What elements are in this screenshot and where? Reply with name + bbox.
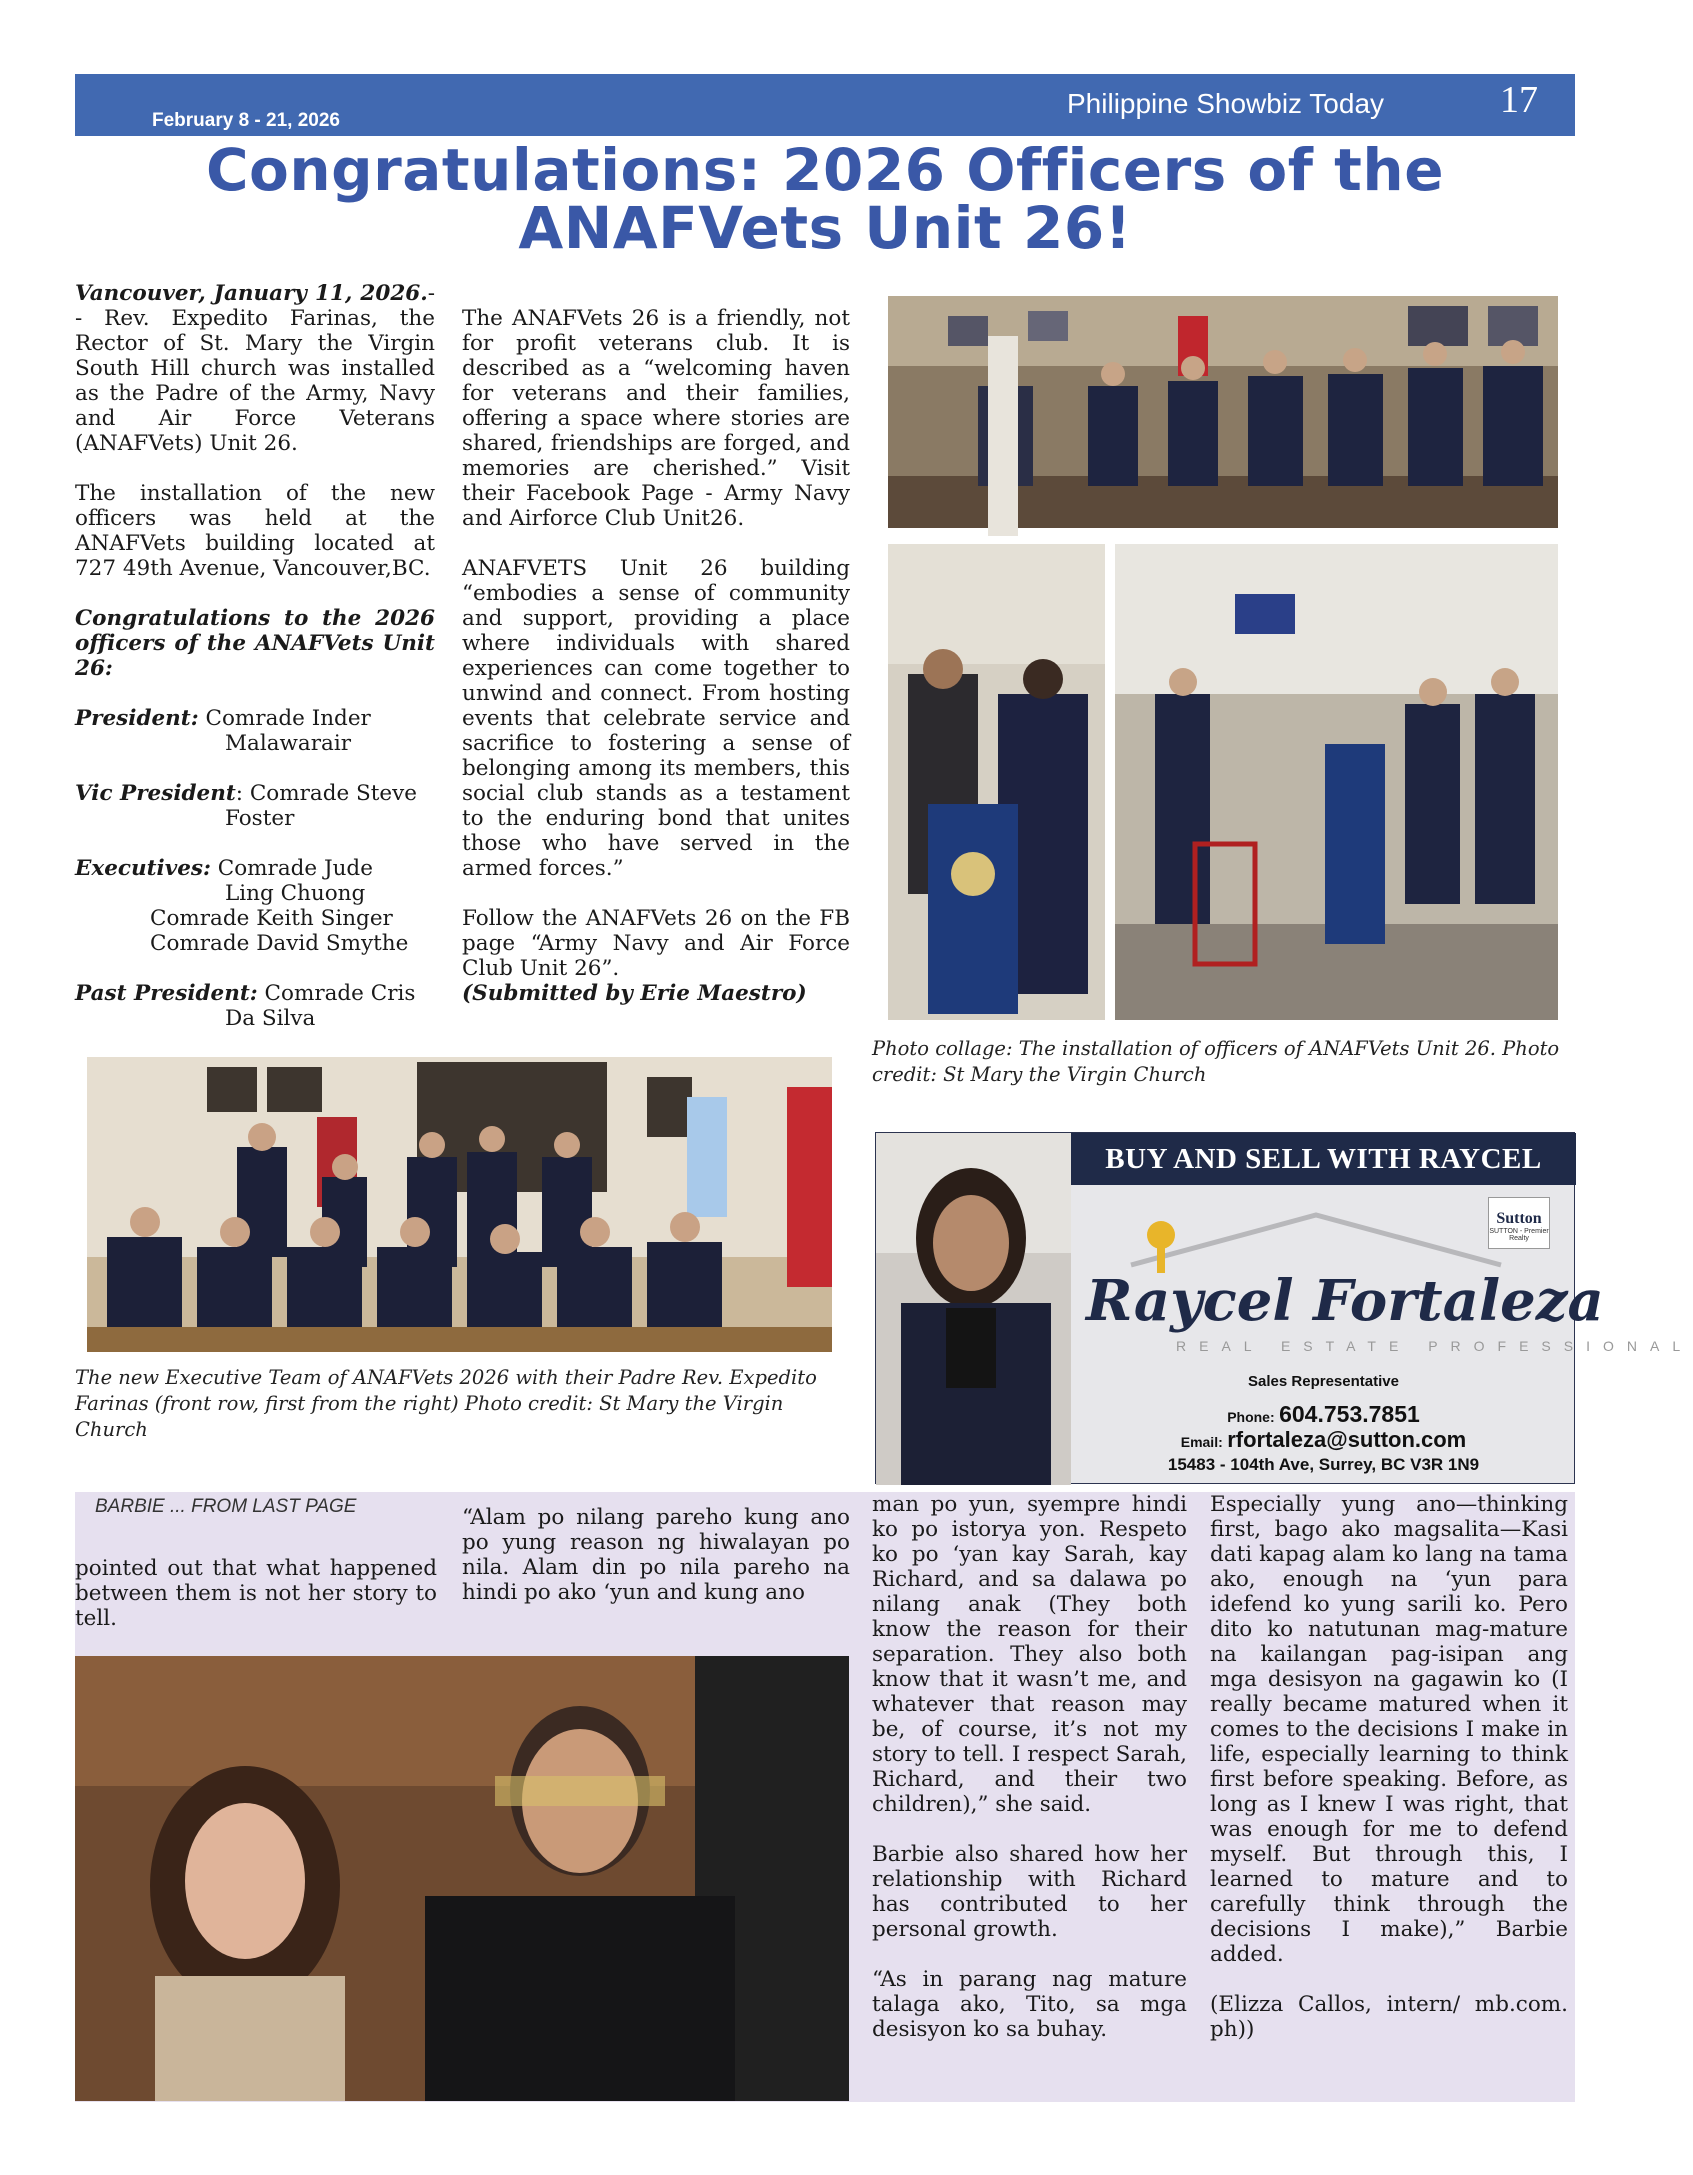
vp-name-1: : Comrade Steve [235, 781, 418, 806]
officer-president [75, 706, 435, 756]
building-description: ANAFVETS Unit 26 building “embodies a sense of community and support, providing a place where individuals with shared experiences can come together to unwind and connect. From hosting events that celebrate service and sacrifice to fostering a sense of belonging among its members, this social club stands as a testament to the enduring bond that unites those who have served in the armed forces.” [462, 556, 850, 881]
collage-photo-left [888, 544, 1105, 1020]
officer-executives [75, 856, 435, 956]
exec-name-1: Comrade Jude [217, 856, 373, 881]
page-number: 17 [1500, 79, 1538, 121]
house-key-icon [1121, 1205, 1511, 1275]
header-band [75, 74, 1575, 136]
realtor-tagline: REAL ESTATE PROFESSIONAL [1176, 1338, 1693, 1354]
brand-name: Sutton [1496, 1210, 1542, 1227]
realtor-role: Sales Representative [1248, 1373, 1399, 1390]
story-column-1 [75, 1556, 437, 1656]
group-caption: The new Executive Team of ANAFVets 2026 with their Padre Rev. Expedito Farinas (front row, first from the right) Photo credit: St Mary the Virgin Church [75, 1366, 817, 1441]
submitted-by: (Submitted by Erie Maestro) [462, 981, 807, 1006]
article-headline [75, 136, 1575, 262]
barbie-richard-photo [75, 1656, 849, 2101]
article-column-1 [75, 281, 435, 1031]
story-col1-text: pointed out that what happened between them is not her story to tell. [75, 1556, 437, 1631]
congrats-heading: Congratulations to the 2026 officers of the ANAFVets Unit 26: [75, 606, 435, 681]
past-president-name-2: Da Silva [225, 1006, 316, 1031]
vp-name-2: Foster [225, 806, 295, 831]
realtor-name: Raycel Fortaleza [1086, 1268, 1604, 1334]
story-column-3 [872, 1492, 1187, 2067]
continued-label: BARBIE ... FROM LAST PAGE [95, 1496, 357, 1517]
exec-name-3: Comrade Keith Singer [150, 906, 393, 931]
officer-vp [75, 781, 435, 831]
issue-date: February 8 - 21, 2026 [152, 110, 340, 131]
exec-name-4: Comrade David Smythe [150, 931, 409, 956]
collage-photo-right [1115, 544, 1558, 1020]
email-address: rfortaleza@sutton.com [1227, 1427, 1467, 1452]
vp-label: Vic President [75, 781, 236, 806]
realtor-photo [876, 1133, 1071, 1485]
dateline: Vancouver, January 11, 2026. [75, 281, 428, 306]
president-name-1: Comrade Inder [205, 706, 371, 731]
past-president-label: Past President: [75, 981, 258, 1006]
story-col3-p3: “As in parang nag mature talaga ako, Tito, sa mga desisyon ko sa buhay. [872, 1967, 1187, 2042]
headline-line-1: Congratulations: 2026 Officers of the [205, 136, 1445, 204]
officer-past-president [75, 981, 435, 1031]
realtor-email[interactable] [1076, 1427, 1571, 1453]
past-president-name-1: Comrade Cris [264, 981, 416, 1006]
follow-paragraph: Follow the ANAFVets 26 on the FB page “Army Navy and Air Force Club Unit 26”. [462, 906, 850, 981]
collage-photo-top [888, 296, 1558, 528]
brand-subtitle: SUTTON - Premier Realty [1489, 1228, 1549, 1242]
phone-label: Phone: [1227, 1409, 1275, 1425]
email-label: Email: [1180, 1434, 1223, 1450]
story-column-4 [1210, 1492, 1568, 2067]
realtor-phone[interactable] [1076, 1401, 1571, 1428]
story-col2-text: “Alam po nilang pareho kung ano po yung reason ng hiwalayan po nila. Alam din po nila pareho na hindi po ako ‘yun and kung ano [462, 1505, 850, 1605]
group-photo [87, 1057, 832, 1352]
venue-paragraph: The installation of the new officers was held at the ANAFVets building located at 727 49th Avenue, Vancouver,BC. [75, 481, 435, 581]
phone-number: 604.753.7851 [1279, 1401, 1420, 1427]
collage-caption: Photo collage: The installation of officers of ANAFVets Unit 26. Photo credit: St Mary the Virgin Church [872, 1037, 1560, 1086]
exec-name-2: Ling Chuong [225, 881, 366, 906]
publication-name: Philippine Showbiz Today [1067, 88, 1385, 119]
story-col3-p2: Barbie also shared how her relationship with Richard has contributed to her personal growth. [872, 1842, 1187, 1942]
headline-line-2: ANAFVets Unit 26! [518, 194, 1132, 262]
president-name-2: Malawarair [225, 731, 351, 756]
realtor-advertisement[interactable] [875, 1132, 1693, 1484]
club-description: The ANAFVets 26 is a friendly, not for profit veterans club. It is described as a “welcoming haven for veterans and their families, offering a space where stories are shared, friendships are forged, and memories are cherished.” Visit their Facebook Page - Army Navy and Airforce Club Unit26. [462, 306, 850, 531]
story-col4-p2: (Elizza Callos, intern/ mb.com. ph)) [1210, 1992, 1568, 2042]
president-label: President: [75, 706, 199, 731]
story-col4-p1: Especially yung ano—thinking first, bago ako magsalita—Kasi dati kapag alam ko lang na tama ako, enough na ‘yun para idefend ko yung sarili ko. Pero dito ko natutunan mag-mature na kailangan pag-isipan ang mga desisyon na gagawin ko (I really became matured when it comes to the decisions I make in life, especially learning to think first before speaking. Before, as long as I knew I was right, that was enough for me to defend myself. But through this, I learned to mature and to carefully think through the decisions I make),” Barbie added. [1210, 1492, 1568, 1967]
exec-label: Executives: [75, 856, 211, 881]
ad-title: BUY AND SELL WITH RAYCEL [1071, 1133, 1576, 1185]
story-column-2 [462, 1505, 850, 1630]
realtor-address: 15483 - 104th Ave, Surrey, BC V3R 1N9 [1167, 1455, 1480, 1474]
intro-text: -- Rev. Expedito Farinas, the Rector of St. Mary the Virgin South Hill church was installed as the Padre of the Army, Navy and Air Force Veterans (ANAFVets) Unit 26. [75, 281, 435, 456]
story-col3-p1: man po yun, syempre hindi ko po istorya yon. Respeto ko po ‘yan kay Sarah, kay Richard, and sa dalawa po nilang anak (They both know the reason for their separation. They also both know that it wasn’t me, and whatever that reason may be, of course, it’s not my story to tell. I respect Sarah, Richard, and their two children),” she said. [872, 1492, 1187, 1817]
article-column-2 [462, 306, 850, 1006]
